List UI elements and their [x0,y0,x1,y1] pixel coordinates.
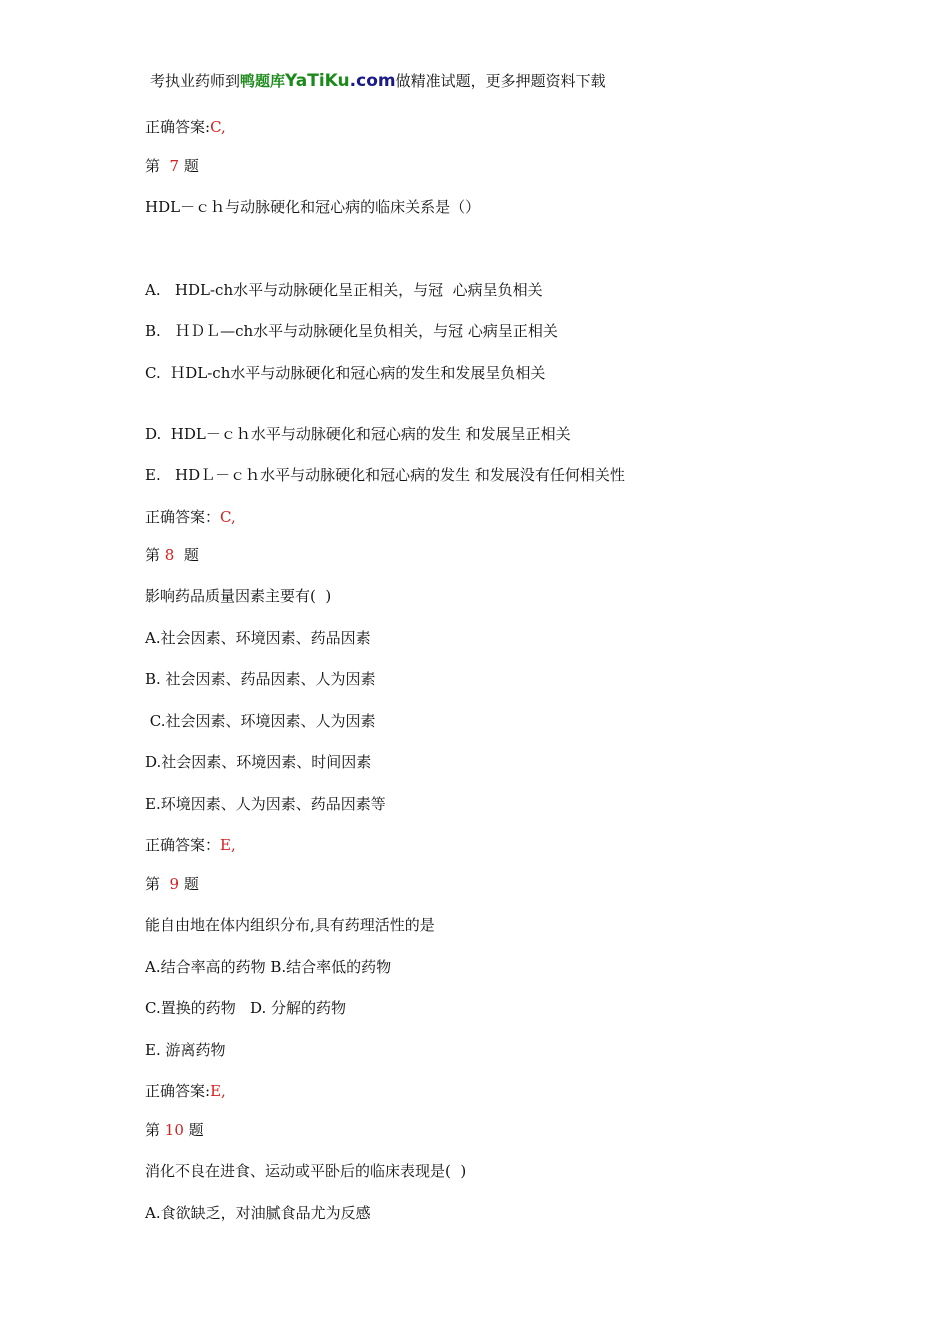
option-b: B. 社会因素、药品因素、人为因素 [145,670,376,688]
brand-name-cn[interactable]: 鸭题库 [240,72,286,90]
question-number: 9 [169,875,180,893]
question-number: 7 [169,157,180,175]
answer-label: 正确答案： [145,836,221,854]
brand-domain[interactable]: .com [349,71,396,91]
option-e: E. 游离药物 [145,1041,226,1059]
question-suffix: 题 [179,157,199,175]
question-stem: 消化不良在进食、运动或平卧后的临床表现是( ) [145,1162,467,1180]
question-prefix: 第 [145,875,170,893]
answer-label: 正确答案: [145,118,211,136]
answer-line [145,834,236,855]
option-d: D. HDL－ｃｈ水平与动脉硬化和冠心病的发生 和发展呈正相关 [145,425,571,443]
answer-line [145,1080,226,1101]
answer-value: E, [210,1082,226,1100]
option-c: C.社会因素、环境因素、人为因素 [145,712,376,730]
question-number: 10 [164,1121,184,1139]
option-e: E. HDＬ－ｃｈ水平与动脉硬化和冠心病的发生 和发展没有任何相关性 [145,466,625,484]
question-suffix: 题 [183,1121,204,1139]
answer-line [145,116,226,137]
question-stem: HDL－ｃｈ与动脉硬化和冠心病的临床关系是（） [145,198,481,216]
answer-label: 正确答案： [145,508,221,526]
options-a-b: A.结合率高的药物 B.结合率低的药物 [145,958,392,976]
question-stem: 能自由地在体内组织分布,具有药理活性的是 [145,916,435,934]
answer-value: C, [220,508,236,526]
option-a: A.食欲缺乏，对油腻食品尤为反感 [145,1204,371,1222]
question-heading [145,873,199,894]
question-heading [145,1119,204,1140]
question-suffix: 题 [179,875,199,893]
option-c: C. ＨDL-ch水平与动脉硬化和冠心病的发生和发展呈负相关 [145,364,546,382]
question-suffix: 题 [174,546,199,564]
answer-value: E, [220,836,236,854]
brand-name-en[interactable]: YaTiKu [285,71,350,91]
option-d: D.社会因素、环境因素、时间因素 [145,753,372,771]
banner-prefix: 考执业药师到 [150,72,241,90]
question-stem: 影响药品质量因素主要有( ) [145,587,332,605]
question-heading [145,155,199,176]
options-c-d: C.置换的药物 D. 分解的药物 [145,999,347,1017]
question-prefix: 第 [145,1121,165,1139]
option-a: A. HDL-ch水平与动脉硬化呈正相关，与冠 心病呈负相关 [145,281,543,299]
option-e: E.环境因素、人为因素、药品因素等 [145,795,386,813]
answer-value: C, [210,118,226,136]
question-heading [145,544,199,565]
question-number: 8 [164,546,175,564]
question-prefix: 第 [145,157,170,175]
option-b: B. ＨＤＬ—ch水平与动脉硬化呈负相关，与冠 心病呈正相关 [145,322,558,340]
banner-suffix: 做精准试题，更多押题资料下载 [395,72,606,90]
answer-label: 正确答案: [145,1082,211,1100]
answer-line [145,506,236,527]
site-banner [150,70,606,91]
question-prefix: 第 [145,546,165,564]
option-a: A.社会因素、环境因素、药品因素 [145,629,371,647]
